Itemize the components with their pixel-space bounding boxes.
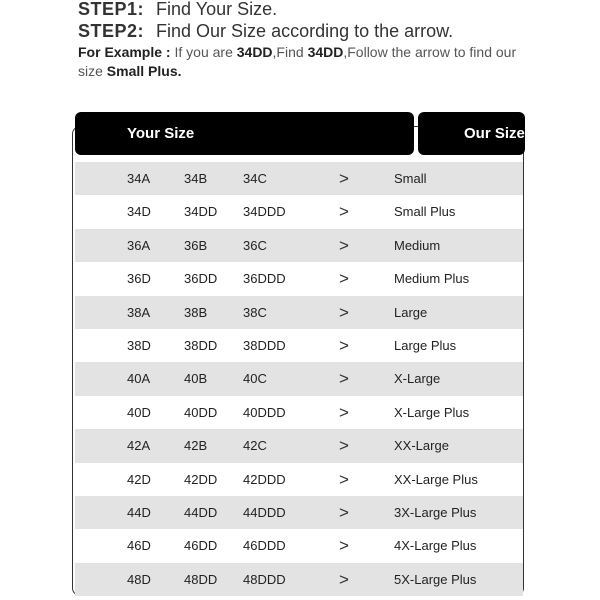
your-size-cell: 34C (243, 171, 267, 186)
your-size-cell: 34DD (184, 204, 218, 220)
arrow-icon: > (339, 202, 349, 222)
our-size-cell: 3X-Large Plus (394, 504, 477, 520)
your-size-cell: 42B (184, 438, 208, 454)
size-row (75, 195, 523, 228)
arrow-icon: > (339, 536, 349, 556)
size-row (75, 362, 523, 395)
your-size-cell: 46DD (184, 538, 218, 554)
your-size-cell: 48D (127, 571, 151, 587)
your-size-cell: 40DDD (243, 404, 286, 420)
example-size1: 34DD (236, 44, 273, 60)
our-size-cell: XX-Large Plus (394, 471, 478, 487)
size-row (75, 496, 523, 529)
example-text (78, 43, 538, 81)
size-row (75, 529, 523, 562)
your-size-cell: 42DD (184, 471, 218, 487)
our-size-cell: Large (394, 304, 428, 320)
your-size-cell: 48DD (184, 571, 218, 587)
your-size-cell: 38DDD (243, 337, 286, 353)
your-size-cell: 36C (243, 237, 267, 253)
size-row (75, 429, 523, 462)
arrow-icon: > (339, 569, 349, 589)
your-size-cell: 38D (127, 337, 151, 353)
your-size-cell: 34D (127, 204, 151, 220)
your-size-cell: 38B (184, 304, 208, 320)
your-size-cell: 38DD (184, 337, 218, 353)
your-size-cell: 44DD (184, 504, 218, 520)
our-size-cell: 5X-Large Plus (394, 571, 477, 587)
your-size-cell: 44D (127, 504, 151, 520)
your-size-cell: 48DDD (243, 571, 286, 587)
your-size-cell: 40D (127, 404, 151, 420)
our-size-cell: 4X-Large Plus (394, 538, 477, 554)
step-2-label: STEP2: (78, 21, 145, 41)
step-2 (78, 20, 538, 42)
your-size-cell: 40DD (184, 404, 218, 420)
arrow-icon: > (339, 235, 349, 255)
our-size-cell: Medium (394, 237, 441, 253)
your-size-cell: 38C (243, 304, 267, 320)
step-1-label: STEP1: (78, 0, 145, 19)
size-row (75, 396, 523, 429)
arrow-icon: > (339, 402, 349, 422)
example-size2: 34DD (307, 44, 344, 60)
header-our-size: Our Size (418, 112, 525, 155)
your-size-cell: 34B (184, 171, 208, 186)
size-row (75, 162, 523, 195)
your-size-cell: 34A (127, 171, 151, 186)
step-2-text: Find Our Size according to the arrow. (156, 21, 454, 41)
arrow-icon: > (339, 302, 349, 322)
size-chart (72, 112, 528, 599)
your-size-cell: 40B (184, 371, 208, 387)
your-size-cell: 42DDD (243, 471, 286, 487)
example-result: Small Plus. (106, 63, 182, 79)
example-part2: ,Find (272, 44, 308, 60)
our-size-cell: Medium Plus (394, 271, 470, 287)
your-size-cell: 36B (184, 237, 208, 253)
your-size-cell: 36D (127, 271, 151, 287)
example-part3: ,Follow the arrow to find our size (78, 44, 517, 79)
your-size-cell: 36A (127, 237, 151, 253)
size-row (75, 463, 523, 496)
your-size-cell: 40C (243, 371, 267, 387)
your-size-cell: 44DDD (243, 504, 286, 520)
our-size-cell: Large Plus (394, 337, 457, 353)
your-size-cell: 46DDD (243, 538, 286, 554)
arrow-icon: > (339, 335, 349, 355)
your-size-cell: 40A (127, 371, 151, 387)
arrow-icon: > (339, 169, 349, 188)
our-size-cell: Small (394, 171, 427, 186)
arrow-icon: > (339, 502, 349, 522)
arrow-icon: > (339, 469, 349, 489)
our-size-cell: X-Large Plus (394, 404, 470, 420)
step-1 (78, 0, 538, 20)
your-size-cell: 42A (127, 438, 151, 454)
your-size-cell: 34DDD (243, 204, 286, 220)
your-size-cell: 36DD (184, 271, 218, 287)
example-prefix: For Example : (78, 44, 171, 60)
arrow-icon: > (339, 369, 349, 389)
example-part1: If you are (170, 44, 237, 60)
your-size-cell: 36DDD (243, 271, 286, 287)
size-row (75, 563, 523, 596)
size-row (75, 329, 523, 362)
your-size-cell: 42C (243, 438, 267, 454)
our-size-cell: X-Large (394, 371, 441, 387)
instructions (78, 0, 538, 81)
size-row (75, 229, 523, 262)
arrow-icon: > (339, 269, 349, 289)
size-row (75, 296, 523, 329)
size-row (75, 262, 523, 295)
step-1-text: Find Your Size. (156, 0, 278, 19)
size-rows (75, 162, 523, 596)
your-size-cell: 38A (127, 304, 151, 320)
your-size-cell: 46D (127, 538, 151, 554)
header-your-size: Your Size (75, 112, 414, 155)
our-size-cell: Small Plus (394, 204, 456, 220)
arrow-icon: > (339, 436, 349, 456)
your-size-cell: 42D (127, 471, 151, 487)
our-size-cell: XX-Large (394, 438, 449, 454)
